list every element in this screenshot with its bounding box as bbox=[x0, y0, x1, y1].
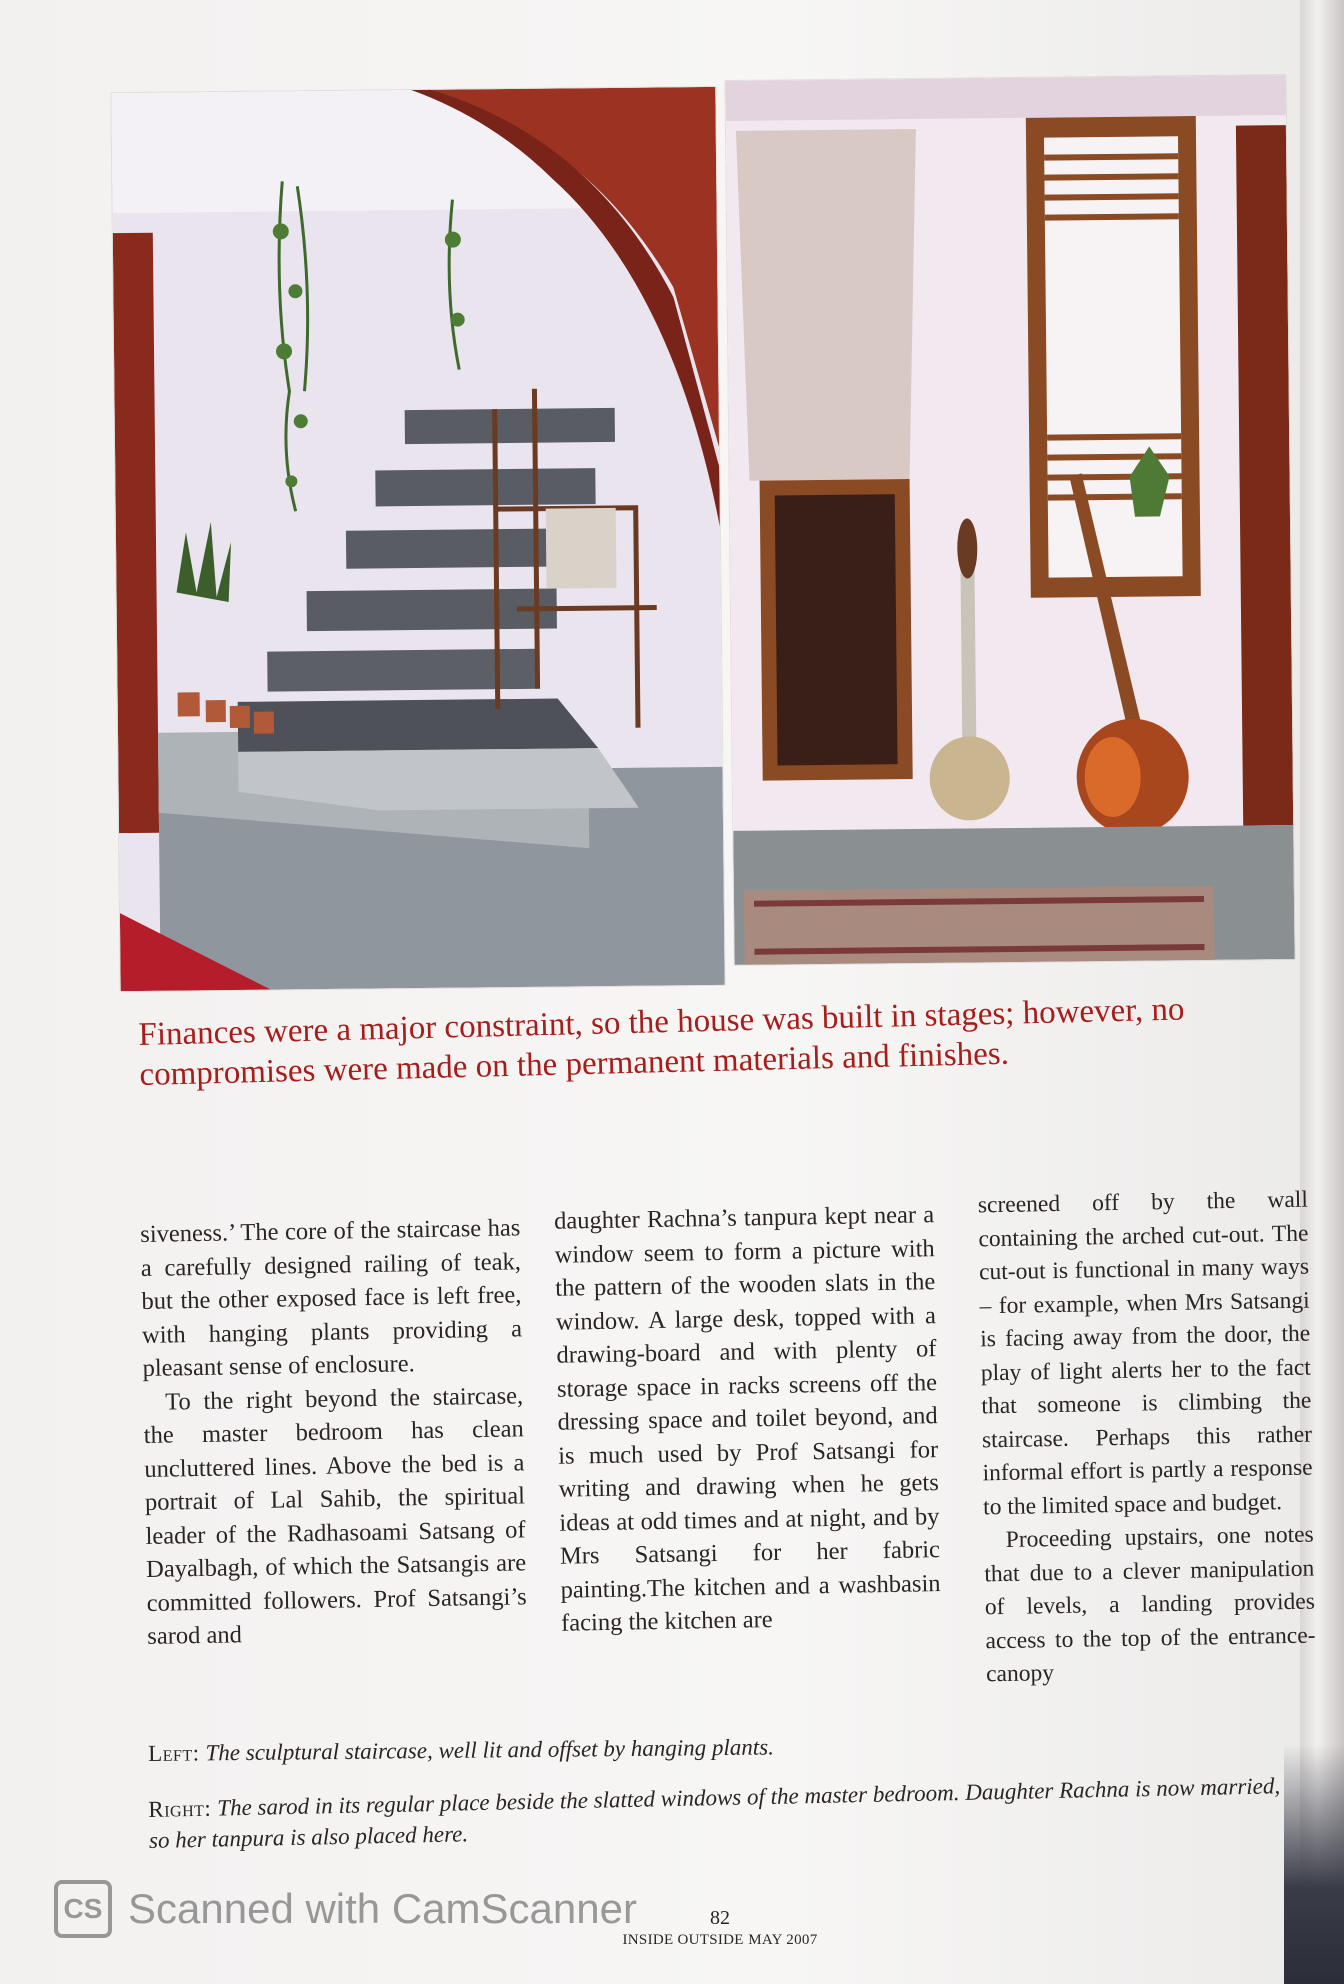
caption-lead: Left: bbox=[148, 1740, 200, 1766]
article-column bbox=[554, 1198, 942, 1640]
caption-text: The sarod in its regular place beside the slatted windows of the master bedroom. Daughter Rachna is now married, so her tanpura is also placed here. bbox=[148, 1773, 1281, 1853]
sarod-photo bbox=[725, 75, 1294, 965]
watermark-text: Scanned with CamScanner bbox=[128, 1885, 637, 1932]
camscanner-logo-icon: CS bbox=[54, 1880, 112, 1938]
page-footer bbox=[623, 1908, 818, 1950]
article-body bbox=[140, 1186, 1316, 1698]
paragraph: daughter Rachna’s tanpura kept near a window seem to form a picture with the pattern of the wooden slats in the window. A large desk, topped with a drawing-board and with plenty of storage space in racks screens off the dressing space and toilet beyond, and is much used by Prof Satsangi for writing and drawing when he gets ideas at odd times and at night, and by Mrs Satsangi for her fabric painting.The kitchen and a washbasin facing the kitchen are bbox=[553, 1201, 941, 1637]
paragraph: siveness.’ The core of the staircase has a carefully designed railing of teak, but the other exposed face is left free, with hanging plants providing a pleasant sense of enclosure. bbox=[140, 1214, 523, 1382]
article-column bbox=[978, 1184, 1317, 1692]
page-edge bbox=[1300, 0, 1344, 1984]
article-column bbox=[140, 1211, 528, 1653]
issue-date: MAY 2007 bbox=[748, 1932, 818, 1948]
paragraph: screened off by the wall containing the arched cut-out. The cut-out is functional in many ways – for example, when Mrs Satsangi is facing away from the door, the play of light alerts her to the fact that someone is climbing the staircase. Perhaps this rather informal effort is partly a response to the limited space and budget. bbox=[977, 1186, 1313, 1520]
caption-lead: Right: bbox=[148, 1795, 212, 1822]
caption-text: The sculptural staircase, well lit and offset by hanging plants. bbox=[205, 1734, 775, 1766]
paragraph: To the right beyond the staircase, the master bedroom has clean uncluttered lines. Above the bed is a portrait of Lal Sahib, the spiritual leader of the Radhasoami Satsang of Dayalbagh, of which the Satsangis are committed followers. Prof Satsangi’s sarod and bbox=[143, 1381, 527, 1650]
page-number: 82 bbox=[710, 1907, 730, 1929]
magazine-name: INSIDE OUTSIDE bbox=[622, 1932, 744, 1948]
staircase-photo bbox=[111, 87, 724, 991]
pull-quote: Finances were a major constraint, so the house was built in stages; however, no compromises were made on the permanent materials and finishes. bbox=[138, 991, 1185, 1093]
scanner-watermark bbox=[54, 1878, 637, 1940]
paragraph: Proceeding upstairs, one notes that due to a clever manipulation of levels, a landing provides access to the top of the entrance-canopy bbox=[984, 1521, 1316, 1688]
